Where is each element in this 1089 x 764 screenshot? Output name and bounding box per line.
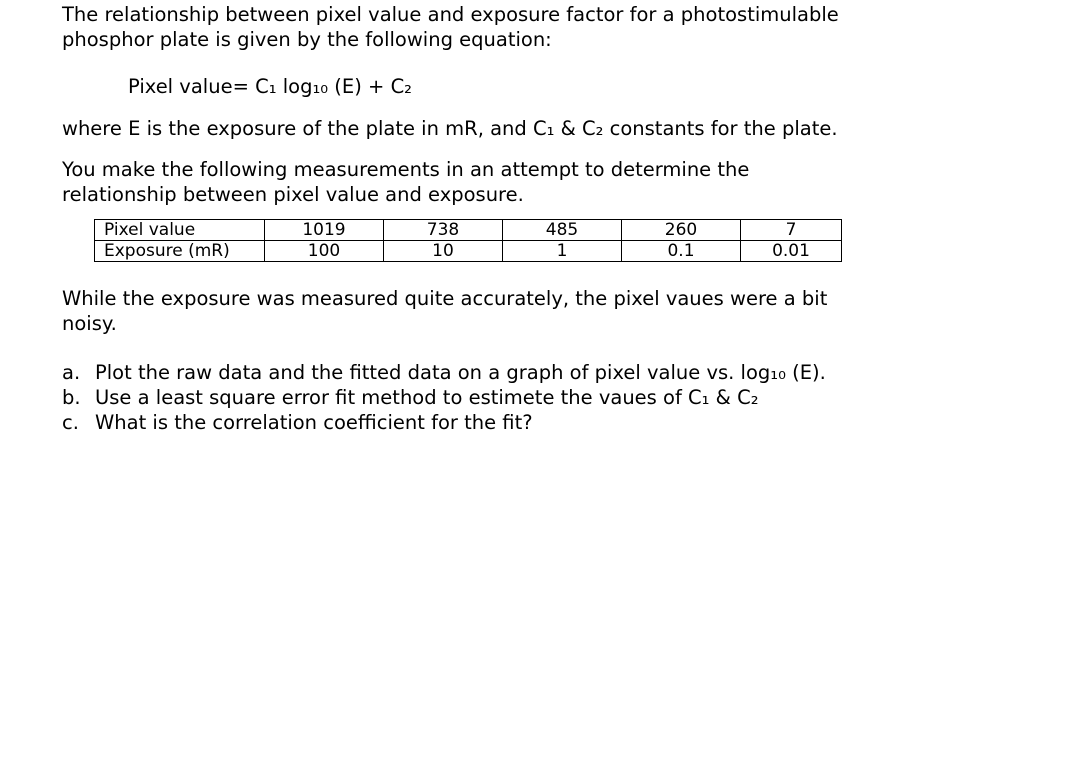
- measure-line-2: relationship between pixel value and exposure.: [62, 183, 524, 206]
- measure-line-1: You make the following measurements in an attempt to determine the: [62, 158, 750, 181]
- table-cell: 260: [622, 220, 741, 241]
- question-letter: c.: [62, 411, 79, 434]
- table-cell: 0.1: [622, 241, 741, 262]
- question-letter: a.: [62, 361, 81, 384]
- intro-line-2: phosphor plate is given by the following equation:: [62, 28, 552, 51]
- measurement-table: [94, 219, 842, 262]
- equation: Pixel value= C₁ log₁₀ (E) + C₂: [128, 75, 412, 98]
- measurement-paragraph: [62, 157, 1062, 207]
- table-row: [95, 220, 842, 241]
- noisy-line-1: While the exposure was measured quite accurately, the pixel vaues were a bit: [62, 287, 828, 310]
- document-page: [62, 2, 1062, 435]
- list-item: [62, 385, 1062, 410]
- intro-paragraph: [62, 2, 1062, 52]
- noise-paragraph: [62, 286, 1062, 336]
- question-text: What is the correlation coefficient for the fit?: [95, 411, 533, 434]
- table-cell: 1: [503, 241, 622, 262]
- question-letter: b.: [62, 386, 81, 409]
- list-item: [62, 360, 1062, 385]
- list-item: [62, 410, 1062, 435]
- row-label-exposure: Exposure (mR): [95, 241, 265, 262]
- question-text: Plot the raw data and the fitted data on a graph of pixel value vs. log₁₀ (E).: [95, 361, 826, 384]
- table-cell: 485: [503, 220, 622, 241]
- noisy-line-2: noisy.: [62, 312, 117, 335]
- table-cell: 100: [265, 241, 384, 262]
- table-row: [95, 241, 842, 262]
- table-cell: 1019: [265, 220, 384, 241]
- question-list: [62, 360, 1062, 435]
- table-cell: 10: [384, 241, 503, 262]
- where-paragraph: where E is the exposure of the plate in mR, and C₁ & C₂ constants for the plate.: [62, 117, 838, 140]
- table-cell: 0.01: [741, 241, 842, 262]
- row-label-pixel-value: Pixel value: [95, 220, 265, 241]
- question-text: Use a least square error fit method to estimete the vaues of C₁ & C₂: [95, 386, 759, 409]
- table-cell: 7: [741, 220, 842, 241]
- table-cell: 738: [384, 220, 503, 241]
- intro-line-1: The relationship between pixel value and exposure factor for a photostimulable: [62, 3, 839, 26]
